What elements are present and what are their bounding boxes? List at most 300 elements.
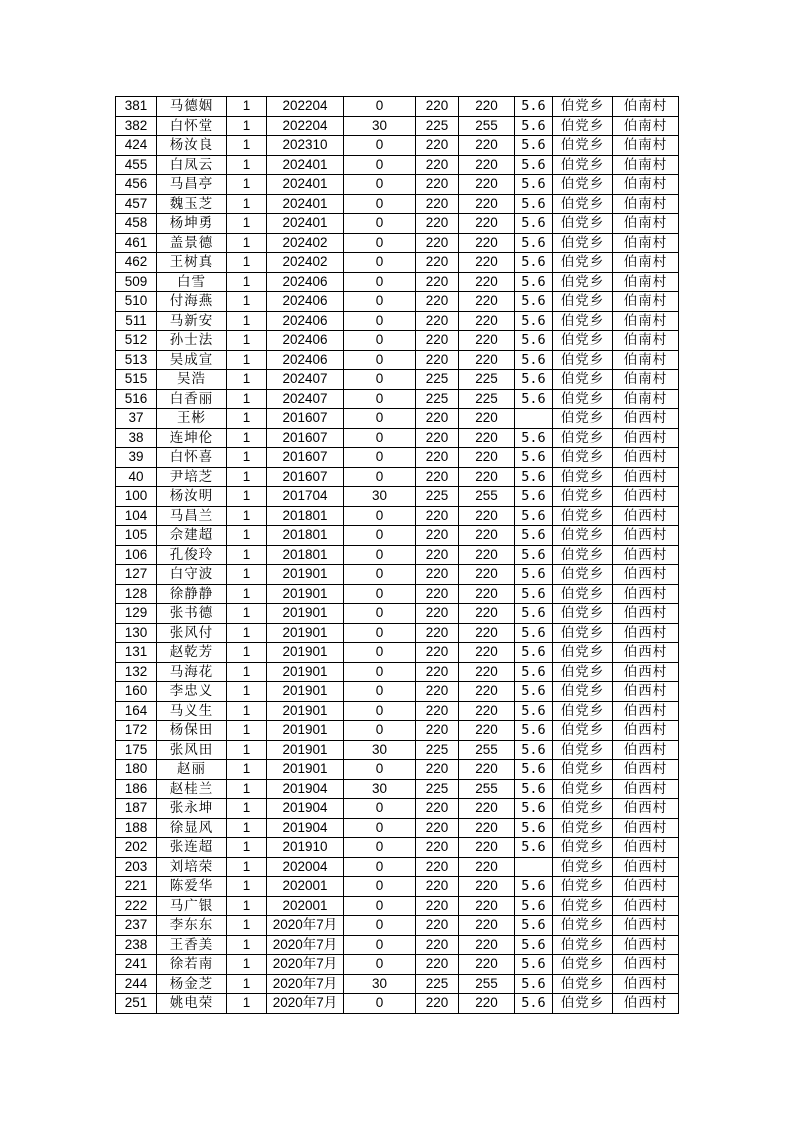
date-cell: 202402 (267, 253, 344, 273)
total-cell: 220 (459, 916, 515, 936)
name-cell: 白怀堂 (157, 116, 227, 136)
total-cell: 220 (459, 233, 515, 253)
table-row (116, 838, 679, 858)
rate-cell: 5.6 (515, 896, 553, 916)
count-cell: 1 (227, 487, 267, 507)
town-cell: 伯党乡 (553, 857, 613, 877)
rate-cell: 5.6 (515, 136, 553, 156)
base-cell: 220 (416, 994, 459, 1014)
count-cell: 1 (227, 604, 267, 624)
total-cell: 220 (459, 331, 515, 351)
name-cell: 白守波 (157, 565, 227, 585)
rate-cell: 5.6 (515, 740, 553, 760)
record-id-cell: 512 (116, 331, 157, 351)
table-row (116, 955, 679, 975)
count-cell: 1 (227, 136, 267, 156)
date-cell: 202406 (267, 292, 344, 312)
total-cell: 220 (459, 311, 515, 331)
amount-cell: 0 (344, 935, 416, 955)
table-row (116, 974, 679, 994)
count-cell: 1 (227, 760, 267, 780)
date-cell: 202204 (267, 116, 344, 136)
name-cell: 赵丽 (157, 760, 227, 780)
name-cell: 李东东 (157, 916, 227, 936)
date-cell: 2020年7月 (267, 955, 344, 975)
village-cell: 伯南村 (613, 350, 679, 370)
base-cell: 220 (416, 643, 459, 663)
rate-cell: 5.6 (515, 604, 553, 624)
table-row (116, 467, 679, 487)
record-id-cell: 105 (116, 526, 157, 546)
village-cell: 伯西村 (613, 799, 679, 819)
count-cell: 1 (227, 526, 267, 546)
village-cell: 伯西村 (613, 409, 679, 429)
total-cell: 220 (459, 604, 515, 624)
town-cell: 伯党乡 (553, 643, 613, 663)
amount-cell: 0 (344, 994, 416, 1014)
total-cell: 220 (459, 448, 515, 468)
amount-cell: 0 (344, 955, 416, 975)
date-cell: 201801 (267, 526, 344, 546)
town-cell: 伯党乡 (553, 214, 613, 234)
amount-cell: 30 (344, 779, 416, 799)
table-row (116, 604, 679, 624)
name-cell: 马广银 (157, 896, 227, 916)
table-row (116, 389, 679, 409)
village-cell: 伯西村 (613, 487, 679, 507)
village-cell: 伯西村 (613, 545, 679, 565)
total-cell: 220 (459, 409, 515, 429)
count-cell: 1 (227, 916, 267, 936)
total-cell: 220 (459, 584, 515, 604)
date-cell: 202310 (267, 136, 344, 156)
total-cell: 220 (459, 662, 515, 682)
date-cell: 201901 (267, 584, 344, 604)
record-id-cell: 237 (116, 916, 157, 936)
base-cell: 220 (416, 292, 459, 312)
record-id-cell: 222 (116, 896, 157, 916)
count-cell: 1 (227, 155, 267, 175)
record-id-cell: 37 (116, 409, 157, 429)
town-cell: 伯党乡 (553, 292, 613, 312)
name-cell: 张永坤 (157, 799, 227, 819)
town-cell: 伯党乡 (553, 409, 613, 429)
amount-cell: 0 (344, 760, 416, 780)
record-id-cell: 172 (116, 721, 157, 741)
date-cell: 2020年7月 (267, 935, 344, 955)
count-cell: 1 (227, 448, 267, 468)
name-cell: 连坤伦 (157, 428, 227, 448)
town-cell: 伯党乡 (553, 877, 613, 897)
rate-cell: 5.6 (515, 331, 553, 351)
date-cell: 2020年7月 (267, 916, 344, 936)
table-row (116, 136, 679, 156)
name-cell: 杨坤勇 (157, 214, 227, 234)
count-cell: 1 (227, 857, 267, 877)
total-cell: 220 (459, 760, 515, 780)
village-cell: 伯西村 (613, 506, 679, 526)
base-cell: 220 (416, 545, 459, 565)
rate-cell: 5.6 (515, 370, 553, 390)
total-cell: 225 (459, 389, 515, 409)
count-cell: 1 (227, 370, 267, 390)
base-cell: 220 (416, 136, 459, 156)
date-cell: 202406 (267, 331, 344, 351)
base-cell: 220 (416, 448, 459, 468)
rate-cell: 5.6 (515, 955, 553, 975)
town-cell: 伯党乡 (553, 155, 613, 175)
count-cell: 1 (227, 740, 267, 760)
count-cell: 1 (227, 272, 267, 292)
table-row (116, 194, 679, 214)
count-cell: 1 (227, 175, 267, 195)
table-row (116, 779, 679, 799)
record-id-cell: 509 (116, 272, 157, 292)
town-cell: 伯党乡 (553, 526, 613, 546)
record-id-cell: 241 (116, 955, 157, 975)
town-cell: 伯党乡 (553, 233, 613, 253)
village-cell: 伯西村 (613, 779, 679, 799)
total-cell: 220 (459, 194, 515, 214)
town-cell: 伯党乡 (553, 779, 613, 799)
count-cell: 1 (227, 721, 267, 741)
amount-cell: 0 (344, 721, 416, 741)
village-cell: 伯南村 (613, 253, 679, 273)
town-cell: 伯党乡 (553, 604, 613, 624)
total-cell: 220 (459, 272, 515, 292)
amount-cell: 0 (344, 389, 416, 409)
base-cell: 225 (416, 487, 459, 507)
rate-cell (515, 409, 553, 429)
total-cell: 220 (459, 799, 515, 819)
rate-cell: 5.6 (515, 389, 553, 409)
amount-cell: 0 (344, 233, 416, 253)
base-cell: 220 (416, 838, 459, 858)
rate-cell: 5.6 (515, 487, 553, 507)
count-cell: 1 (227, 896, 267, 916)
table-row (116, 428, 679, 448)
town-cell: 伯党乡 (553, 487, 613, 507)
name-cell: 张风付 (157, 623, 227, 643)
table-row (116, 175, 679, 195)
total-cell: 220 (459, 155, 515, 175)
rate-cell: 5.6 (515, 214, 553, 234)
record-id-cell: 188 (116, 818, 157, 838)
town-cell: 伯党乡 (553, 253, 613, 273)
record-id-cell: 202 (116, 838, 157, 858)
total-cell: 255 (459, 974, 515, 994)
count-cell: 1 (227, 682, 267, 702)
name-cell: 白雪 (157, 272, 227, 292)
table-row (116, 662, 679, 682)
record-id-cell: 175 (116, 740, 157, 760)
rate-cell: 5.6 (515, 97, 553, 117)
record-id-cell: 160 (116, 682, 157, 702)
rate-cell: 5.6 (515, 565, 553, 585)
rate-cell: 5.6 (515, 916, 553, 936)
name-cell: 马新安 (157, 311, 227, 331)
village-cell: 伯西村 (613, 994, 679, 1014)
amount-cell: 0 (344, 467, 416, 487)
village-cell: 伯南村 (613, 214, 679, 234)
village-cell: 伯西村 (613, 760, 679, 780)
name-cell: 马德姻 (157, 97, 227, 117)
base-cell: 220 (416, 409, 459, 429)
rate-cell: 5.6 (515, 253, 553, 273)
rate-cell: 5.6 (515, 779, 553, 799)
record-id-cell: 244 (116, 974, 157, 994)
amount-cell: 0 (344, 97, 416, 117)
village-cell: 伯西村 (613, 721, 679, 741)
base-cell: 220 (416, 253, 459, 273)
record-id-cell: 461 (116, 233, 157, 253)
table-row (116, 701, 679, 721)
town-cell: 伯党乡 (553, 272, 613, 292)
table-row (116, 311, 679, 331)
amount-cell: 0 (344, 643, 416, 663)
village-cell: 伯西村 (613, 584, 679, 604)
date-cell: 202407 (267, 389, 344, 409)
base-cell: 220 (416, 604, 459, 624)
amount-cell: 0 (344, 838, 416, 858)
village-cell: 伯西村 (613, 467, 679, 487)
name-cell: 马海花 (157, 662, 227, 682)
village-cell: 伯西村 (613, 643, 679, 663)
name-cell: 赵乾芳 (157, 643, 227, 663)
base-cell: 225 (416, 389, 459, 409)
rate-cell: 5.6 (515, 701, 553, 721)
record-id-cell: 251 (116, 994, 157, 1014)
base-cell: 220 (416, 565, 459, 585)
table-row (116, 233, 679, 253)
amount-cell: 0 (344, 370, 416, 390)
name-cell: 盖景德 (157, 233, 227, 253)
count-cell: 1 (227, 838, 267, 858)
name-cell: 尹培芝 (157, 467, 227, 487)
base-cell: 220 (416, 799, 459, 819)
rate-cell: 5.6 (515, 272, 553, 292)
town-cell: 伯党乡 (553, 799, 613, 819)
rate-cell: 5.6 (515, 760, 553, 780)
town-cell: 伯党乡 (553, 467, 613, 487)
count-cell: 1 (227, 935, 267, 955)
rate-cell: 5.6 (515, 935, 553, 955)
base-cell: 220 (416, 194, 459, 214)
village-cell: 伯南村 (613, 331, 679, 351)
base-cell: 220 (416, 350, 459, 370)
table-row (116, 253, 679, 273)
name-cell: 张书德 (157, 604, 227, 624)
total-cell: 220 (459, 877, 515, 897)
town-cell: 伯党乡 (553, 838, 613, 858)
date-cell: 201801 (267, 545, 344, 565)
record-id-cell: 132 (116, 662, 157, 682)
rate-cell: 5.6 (515, 292, 553, 312)
town-cell: 伯党乡 (553, 428, 613, 448)
amount-cell: 0 (344, 331, 416, 351)
name-cell: 徐若南 (157, 955, 227, 975)
name-cell: 孔俊玲 (157, 545, 227, 565)
total-cell: 220 (459, 506, 515, 526)
rate-cell: 5.6 (515, 467, 553, 487)
table-row (116, 409, 679, 429)
total-cell: 220 (459, 526, 515, 546)
base-cell: 220 (416, 175, 459, 195)
record-id-cell: 180 (116, 760, 157, 780)
name-cell: 张风田 (157, 740, 227, 760)
amount-cell: 0 (344, 253, 416, 273)
record-id-cell: 203 (116, 857, 157, 877)
town-cell: 伯党乡 (553, 623, 613, 643)
name-cell: 徐静静 (157, 584, 227, 604)
date-cell: 201901 (267, 701, 344, 721)
rate-cell: 5.6 (515, 448, 553, 468)
total-cell: 220 (459, 682, 515, 702)
rate-cell: 5.6 (515, 643, 553, 663)
total-cell: 220 (459, 467, 515, 487)
amount-cell: 0 (344, 155, 416, 175)
table-row (116, 506, 679, 526)
total-cell: 220 (459, 565, 515, 585)
rate-cell: 5.6 (515, 116, 553, 136)
name-cell: 魏玉芝 (157, 194, 227, 214)
table-row (116, 877, 679, 897)
date-cell: 202004 (267, 857, 344, 877)
base-cell: 220 (416, 331, 459, 351)
base-cell: 220 (416, 584, 459, 604)
town-cell: 伯党乡 (553, 311, 613, 331)
total-cell: 220 (459, 935, 515, 955)
village-cell: 伯南村 (613, 116, 679, 136)
record-id-cell: 186 (116, 779, 157, 799)
base-cell: 220 (416, 467, 459, 487)
town-cell: 伯党乡 (553, 448, 613, 468)
amount-cell: 0 (344, 662, 416, 682)
town-cell: 伯党乡 (553, 662, 613, 682)
table-row (116, 643, 679, 663)
village-cell: 伯西村 (613, 526, 679, 546)
name-cell: 白怀喜 (157, 448, 227, 468)
count-cell: 1 (227, 818, 267, 838)
base-cell: 220 (416, 311, 459, 331)
name-cell: 白凤云 (157, 155, 227, 175)
village-cell: 伯南村 (613, 370, 679, 390)
table-row (116, 350, 679, 370)
village-cell: 伯南村 (613, 311, 679, 331)
town-cell: 伯党乡 (553, 701, 613, 721)
name-cell: 马义生 (157, 701, 227, 721)
record-id-cell: 424 (116, 136, 157, 156)
town-cell: 伯党乡 (553, 955, 613, 975)
date-cell: 202401 (267, 175, 344, 195)
record-id-cell: 129 (116, 604, 157, 624)
base-cell: 220 (416, 662, 459, 682)
base-cell: 220 (416, 955, 459, 975)
village-cell: 伯西村 (613, 877, 679, 897)
amount-cell: 0 (344, 857, 416, 877)
table-row (116, 292, 679, 312)
table-row (116, 214, 679, 234)
village-cell: 伯西村 (613, 604, 679, 624)
record-id-cell: 128 (116, 584, 157, 604)
table-row (116, 682, 679, 702)
count-cell: 1 (227, 506, 267, 526)
amount-cell: 30 (344, 116, 416, 136)
record-id-cell: 187 (116, 799, 157, 819)
count-cell: 1 (227, 662, 267, 682)
name-cell: 付海燕 (157, 292, 227, 312)
count-cell: 1 (227, 955, 267, 975)
name-cell: 白香丽 (157, 389, 227, 409)
town-cell: 伯党乡 (553, 136, 613, 156)
total-cell: 220 (459, 818, 515, 838)
amount-cell: 0 (344, 311, 416, 331)
town-cell: 伯党乡 (553, 331, 613, 351)
town-cell: 伯党乡 (553, 194, 613, 214)
count-cell: 1 (227, 253, 267, 273)
count-cell: 1 (227, 409, 267, 429)
total-cell: 220 (459, 994, 515, 1014)
amount-cell: 0 (344, 272, 416, 292)
date-cell: 201910 (267, 838, 344, 858)
table-row (116, 721, 679, 741)
record-id-cell: 131 (116, 643, 157, 663)
table-row (116, 370, 679, 390)
amount-cell: 0 (344, 916, 416, 936)
rate-cell: 5.6 (515, 974, 553, 994)
rate-cell: 5.6 (515, 526, 553, 546)
total-cell: 220 (459, 292, 515, 312)
rate-cell: 5.6 (515, 682, 553, 702)
total-cell: 255 (459, 740, 515, 760)
village-cell: 伯西村 (613, 448, 679, 468)
count-cell: 1 (227, 350, 267, 370)
town-cell: 伯党乡 (553, 175, 613, 195)
record-id-cell: 104 (116, 506, 157, 526)
rate-cell: 5.6 (515, 721, 553, 741)
record-id-cell: 39 (116, 448, 157, 468)
date-cell: 201704 (267, 487, 344, 507)
table-row (116, 896, 679, 916)
town-cell: 伯党乡 (553, 350, 613, 370)
town-cell: 伯党乡 (553, 584, 613, 604)
rate-cell: 5.6 (515, 194, 553, 214)
amount-cell: 0 (344, 896, 416, 916)
total-cell: 225 (459, 370, 515, 390)
town-cell: 伯党乡 (553, 682, 613, 702)
rate-cell: 5.6 (515, 428, 553, 448)
base-cell: 220 (416, 272, 459, 292)
rate-cell: 5.6 (515, 175, 553, 195)
record-id-cell: 462 (116, 253, 157, 273)
town-cell: 伯党乡 (553, 545, 613, 565)
total-cell: 220 (459, 955, 515, 975)
total-cell: 220 (459, 136, 515, 156)
village-cell: 伯西村 (613, 623, 679, 643)
base-cell: 220 (416, 877, 459, 897)
count-cell: 1 (227, 311, 267, 331)
records-table (115, 96, 679, 1014)
date-cell: 201904 (267, 799, 344, 819)
total-cell: 220 (459, 838, 515, 858)
records-table-body (116, 97, 679, 1014)
amount-cell: 0 (344, 818, 416, 838)
record-id-cell: 100 (116, 487, 157, 507)
count-cell: 1 (227, 877, 267, 897)
record-id-cell: 455 (116, 155, 157, 175)
amount-cell: 0 (344, 409, 416, 429)
name-cell: 吴成宣 (157, 350, 227, 370)
